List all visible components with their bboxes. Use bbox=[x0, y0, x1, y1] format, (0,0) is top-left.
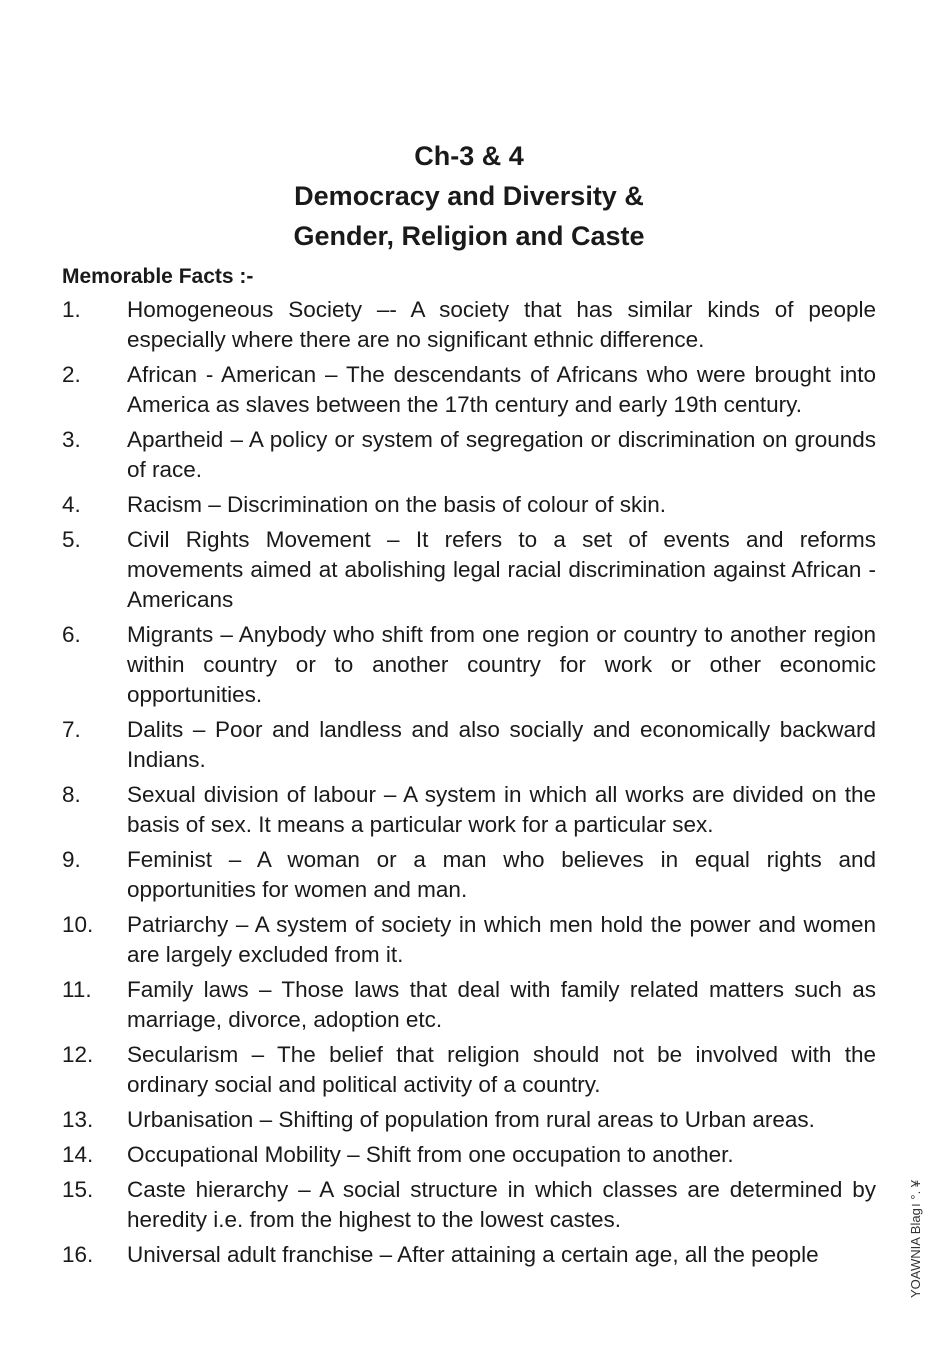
fact-item bbox=[62, 1105, 876, 1135]
fact-text: Caste hierarchy – A social structure in which classes are determined by heredity i.e. from the highest to the lowest castes. bbox=[127, 1177, 876, 1232]
facts-list bbox=[62, 295, 876, 1270]
chapter-title-line-2: Gender, Religion and Caste bbox=[293, 221, 645, 251]
fact-item bbox=[62, 490, 876, 520]
fact-number: 4. bbox=[62, 492, 81, 517]
fact-number: 16. bbox=[62, 1242, 94, 1267]
fact-item bbox=[62, 620, 876, 710]
fact-item bbox=[62, 1240, 876, 1270]
fact-text: Patriarchy – A system of society in which men hold the power and women are largely excluded from it. bbox=[127, 912, 876, 967]
fact-text: Migrants – Anybody who shift from one region or country to another region within country or to another country for work or other economic opportunities. bbox=[127, 622, 876, 707]
fact-item bbox=[62, 975, 876, 1035]
chapter-title-line-1: Democracy and Diversity & bbox=[294, 181, 644, 211]
fact-item bbox=[62, 360, 876, 420]
margin-side-mark bbox=[905, 1130, 927, 1298]
fact-item bbox=[62, 780, 876, 840]
fact-number: 7. bbox=[62, 717, 81, 742]
fact-item bbox=[62, 845, 876, 905]
fact-item bbox=[62, 425, 876, 485]
fact-text: Universal adult franchise – After attaining a certain age, all the people bbox=[127, 1242, 819, 1267]
fact-number: 3. bbox=[62, 427, 81, 452]
fact-number: 1. bbox=[62, 297, 81, 322]
fact-number: 14. bbox=[62, 1142, 94, 1167]
fact-text: Occupational Mobility – Shift from one occupation to another. bbox=[127, 1142, 734, 1167]
fact-number: 9. bbox=[62, 847, 81, 872]
fact-number: 12. bbox=[62, 1042, 94, 1067]
fact-number: 6. bbox=[62, 622, 81, 647]
fact-number: 8. bbox=[62, 782, 81, 807]
fact-number: 5. bbox=[62, 527, 81, 552]
fact-number: 11. bbox=[62, 977, 92, 1002]
fact-text: Sexual division of labour – A system in which all works are divided on the basis of sex. It means a particular work for a particular sex. bbox=[127, 782, 876, 837]
fact-text: Urbanisation – Shifting of population from rural areas to Urban areas. bbox=[127, 1107, 815, 1132]
section-heading: Memorable Facts :- bbox=[62, 265, 254, 288]
fact-item bbox=[62, 525, 876, 615]
fact-item bbox=[62, 295, 876, 355]
fact-item bbox=[62, 1140, 876, 1170]
document-page bbox=[62, 136, 876, 1275]
fact-number: 13. bbox=[62, 1107, 94, 1132]
fact-text: Civil Rights Movement – It refers to a set of events and reforms movements aimed at abolishing legal racial discrimination against African - Americans bbox=[127, 527, 876, 612]
fact-item bbox=[62, 1175, 876, 1235]
fact-number: 15. bbox=[62, 1177, 94, 1202]
chapter-title bbox=[62, 136, 876, 256]
fact-text: Homogeneous Society –- A society that has similar kinds of people especially where there are no significant ethnic difference. bbox=[127, 297, 876, 352]
fact-item bbox=[62, 1040, 876, 1100]
fact-text: Apartheid – A policy or system of segregation or discrimination on grounds of race. bbox=[127, 427, 876, 482]
fact-number: 2. bbox=[62, 362, 81, 387]
fact-text: Racism – Discrimination on the basis of colour of skin. bbox=[127, 492, 666, 517]
fact-text: Family laws – Those laws that deal with family related matters such as marriage, divorce, adoption etc. bbox=[127, 977, 876, 1032]
side-mark-text: YOAWNIA Blag। °. ¥ bbox=[908, 1179, 923, 1298]
fact-text: Feminist – A woman or a man who believes in equal rights and opportunities for women and man. bbox=[127, 847, 876, 902]
fact-item bbox=[62, 715, 876, 775]
fact-text: Dalits – Poor and landless and also socially and economically backward Indians. bbox=[127, 717, 876, 772]
fact-number: 10. bbox=[62, 912, 94, 937]
chapter-number: Ch-3 & 4 bbox=[414, 141, 524, 171]
fact-text: Secularism – The belief that religion should not be involved with the ordinary social and political activity of a country. bbox=[127, 1042, 876, 1097]
fact-text: African - American – The descendants of Africans who were brought into America as slaves between the 17th century and early 19th century. bbox=[127, 362, 876, 417]
fact-item bbox=[62, 910, 876, 970]
